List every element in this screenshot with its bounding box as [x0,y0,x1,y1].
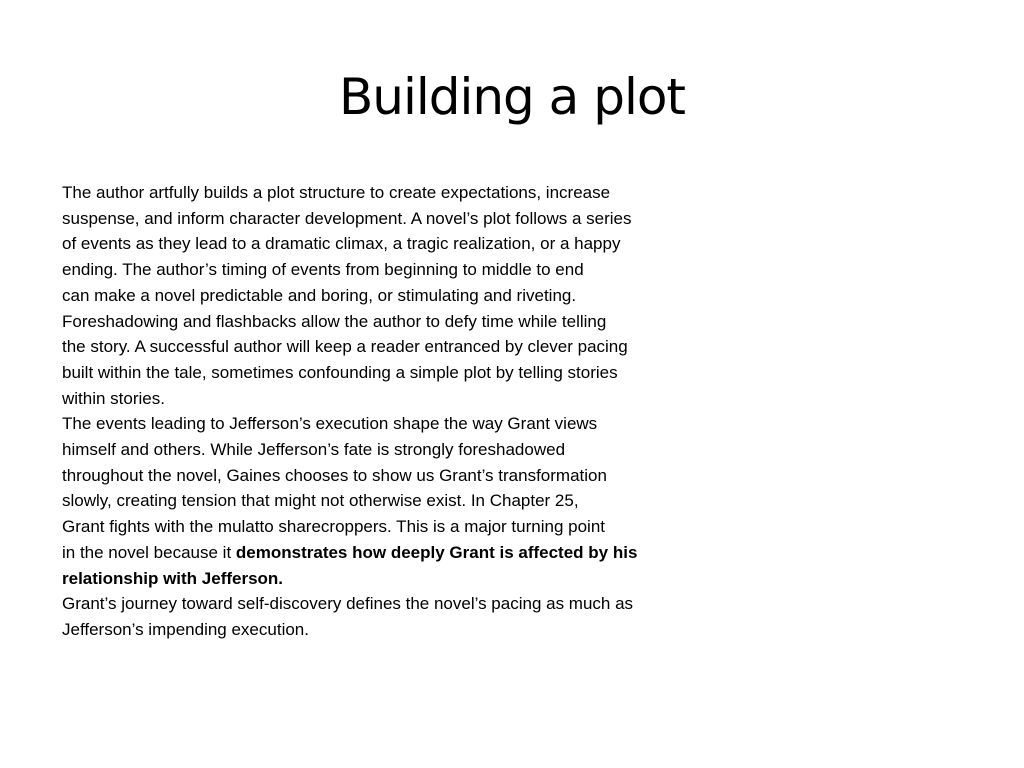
text-line: ending. The author’s timing of events from beginning to middle to end [62,260,584,280]
text-line: of events as they lead to a dramatic climax, a tragic realization, or a happy [62,234,621,254]
text-run: in the novel because it [62,542,236,562]
slide-title: Building a plot [338,68,686,126]
text-line: within stories. [62,388,165,408]
text-line: Foreshadowing and flashbacks allow the author to defy time while telling [62,311,607,331]
text-line: throughout the novel, Gaines chooses to show us Grant’s transformation [62,465,607,485]
text-line: built within the tale, sometimes confounding a simple plot by telling stories [62,362,618,382]
text-line: The author artfully builds a plot structure to create expectations, increase [62,183,611,202]
text-line: himself and others. While Jefferson’s fate is strongly foreshadowed [62,440,566,460]
text-line: can make a novel predictable and boring, or stimulating and riveting. [62,285,577,305]
paragraph-plot-structure [62,180,722,411]
emphasis-text: demonstrates how deeply Grant is affected by his [235,542,638,562]
paragraph-jefferson-execution [62,411,722,591]
text-line: Grant’s journey toward self-discovery defines the novel’s pacing as much as [62,594,634,614]
emphasis-text: relationship with Jefferson. [62,568,284,588]
text-line: Grant fights with the mulatto sharecroppers. This is a major turning point [62,517,605,537]
text-line-mixed [62,540,722,566]
text-line: The events leading to Jefferson’s execution shape the way Grant views [62,414,598,434]
text-line: the story. A successful author will keep a reader entranced by clever pacing [62,337,628,357]
text-line: Jefferson’s impending execution. [62,619,309,639]
text-line-bold [62,566,722,592]
paragraph-self-discovery [62,591,722,642]
slide-body [62,180,722,643]
text-line: suspense, and inform character development. A novel’s plot follows a series [62,208,632,228]
text-line: slowly, creating tension that might not otherwise exist. In Chapter 25, [62,491,579,511]
